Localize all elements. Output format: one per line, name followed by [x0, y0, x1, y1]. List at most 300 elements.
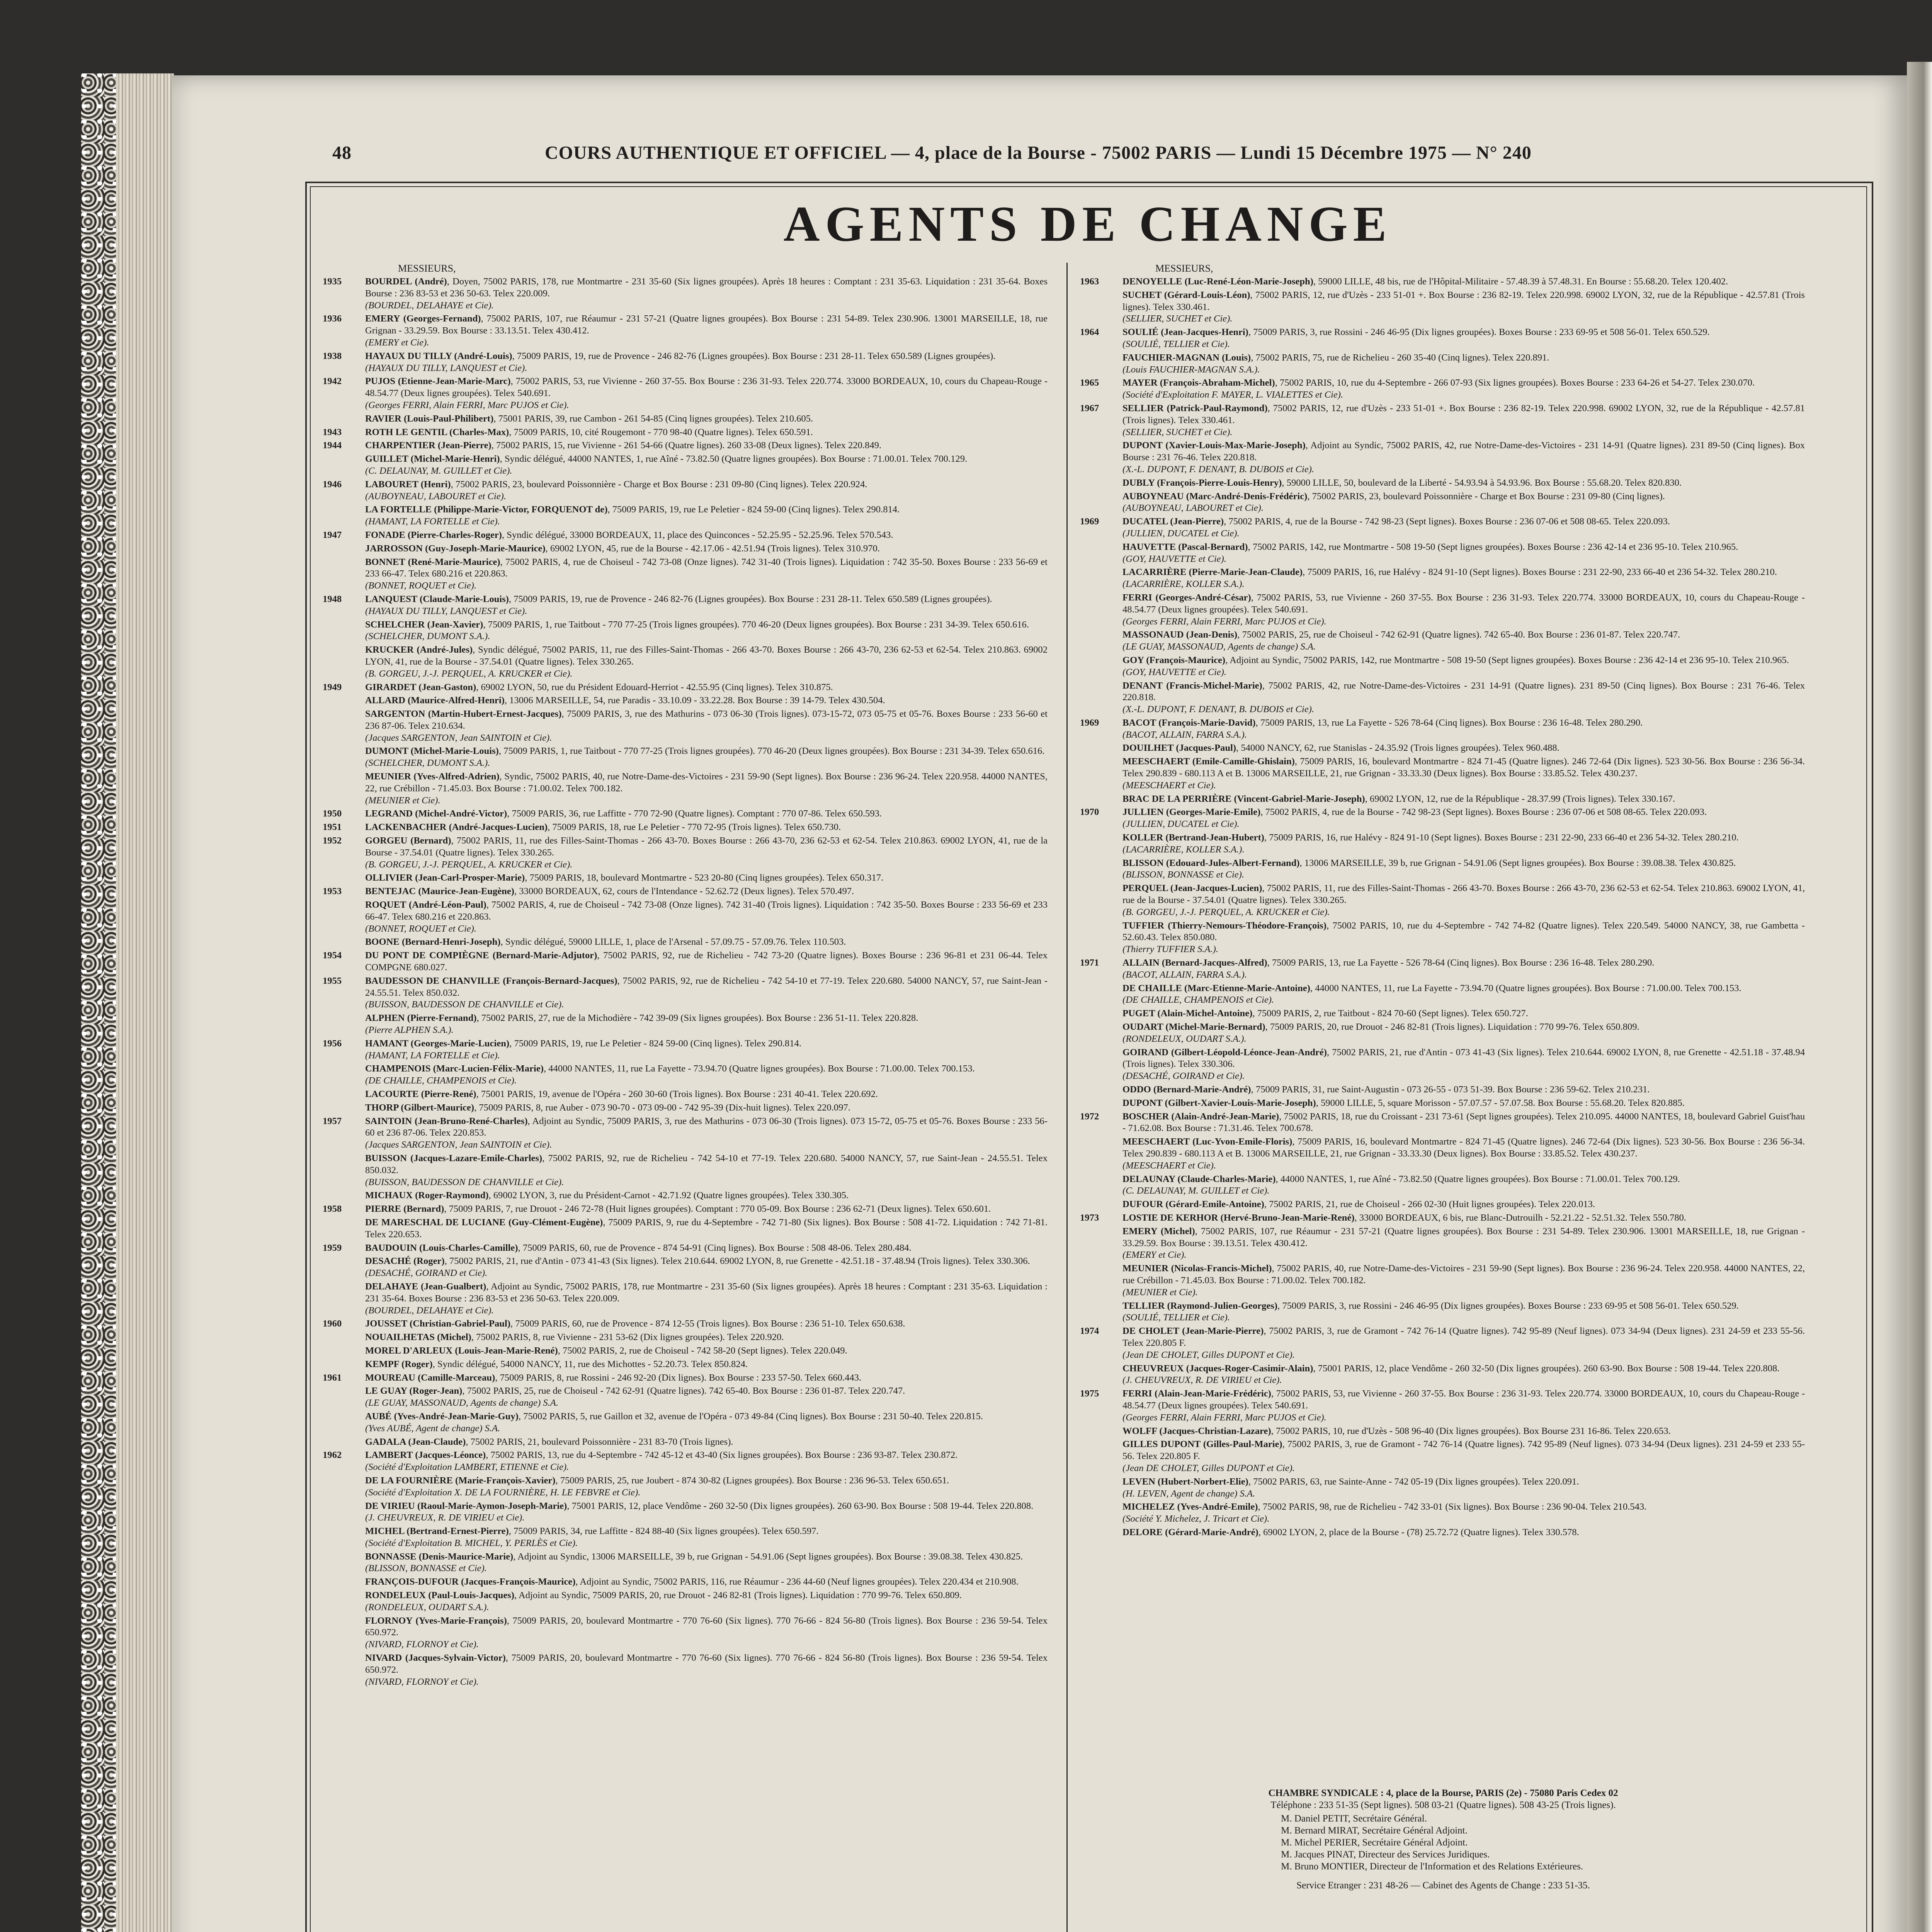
- agent-details: 75002 PARIS, 107, rue Réaumur - 231 57-21 (Quatre lignes groupées). Box Bourse : 231 54-89. Telex 230.906. 13001 MARSEILLE, 18, rue Grignan - 33.29.59. Box Bourse : 39.13.51. Telex 430.412.: [1122, 1226, 1805, 1248]
- directory-entry: 1973 LOSTIE DE KERHOR (Hervé-Bruno-Jean-Marie-René), 33000 BORDEAUX, 6 bis, rue Blanc-Dutrouilh - 52.21.22 - 52.51.32. Telex 550.780.: [1080, 1212, 1806, 1224]
- staff-member: M. Michel PERIER, Secrétaire Général Adjoint.: [1281, 1837, 1468, 1848]
- directory-entry: ALPHEN (Pierre-Fernand), 75002 PARIS, 27, rue de la Michodière - 742 39-09 (Six lignes groupées). Box Bourse : 236 51-11. Telex 220.828. (Pierre ALPHEN S.A.).: [323, 1012, 1049, 1036]
- agent-details: 44000 NANTES, 11, rue La Fayette - 73.94.70 (Quatre lignes groupées). Box Bourse : 71.00.00. Telex 700.153.: [1315, 983, 1742, 993]
- agent-name: ROTH LE GENTIL (Charles-Max): [365, 427, 509, 437]
- entry-year: 1949: [323, 682, 342, 692]
- agent-name: DUBLY (François-Pierre-Louis-Henry): [1122, 477, 1282, 488]
- agent-details: 44000 NANTES, 1, rue Aîné - 73.82.50 (Quatre lignes groupées). Box Bourse : 71.00.01. Telex 700.129.: [1280, 1173, 1680, 1184]
- directory-entry: 1946 LABOURET (Henri), 75002 PARIS, 23, boulevard Poissonnière - Charge et Box Bourse : 231 09-80 (Cinq lignes). Telex 220.924. (AUBOYNEAU, LABOURET et Cie).: [323, 479, 1049, 503]
- agent-name: NIVARD (Jacques-Sylvain-Victor): [365, 1653, 506, 1663]
- directory-entry: FRANÇOIS-DUFOUR (Jacques-François-Maurice), Adjoint au Syndic, 75002 PARIS, 116, rue Réaumur - 236 44-60 (Neuf lignes groupées). Telex 220.434 et 210.908.: [365, 1577, 1019, 1587]
- left-column: [323, 263, 1049, 1932]
- agent-details: 75002 PARIS, 98, rue de Richelieu - 742 33-01 (Six lignes). Box Bourse : 236 90-04. Telex 210.543.: [1262, 1502, 1647, 1512]
- firm-name: (BLISSON, BONNASSE et Cie).: [1122, 869, 1244, 880]
- firm-name: (Georges FERRI, Alain FERRI, Marc PUJOS et Cie).: [1122, 616, 1327, 627]
- directory-entry: 1953 BENTEJAC (Maurice-Jean-Eugène), 33000 BORDEAUX, 62, cours de l'Intendance - 52.62.72 (Deux lignes). Telex 570.497.: [323, 886, 1049, 898]
- entry-year: 1959: [323, 1242, 342, 1253]
- agent-details: 75009 PARIS, 3, rue Rossini - 246 46-95 (Dix lignes groupées). Boxes Bourse : 233 69-95 et 508 56-01. Telex 650.529.: [1253, 327, 1710, 338]
- firm-name: (Yves AUBÉ, Agent de change) S.A.: [365, 1423, 500, 1434]
- agent-name: GORGEU (Bernard): [365, 835, 451, 846]
- directory-entry: BONNET (René-Marie-Maurice), 75002 PARIS, 4, rue de Choiseul - 742 73-08 (Onze lignes). 742 31-40 (Trois lignes). Liquidation : 742 35-50. Boxes Bourse : 233 56-69 et 233 66-47. Telex 680.216 et 220.863. (BONNET, ROQUET et Cie).: [323, 556, 1049, 592]
- agent-details: 75009 PARIS, 19, rue de Provence - 246 82-76 (Lignes groupées). Box Bourse : 231 28-11. Telex 650.589 (Lignes groupées).: [514, 594, 992, 604]
- directory-entry: TELLIER (Raymond-Julien-Georges), 75009 PARIS, 3, rue Rossini - 246 46-95 (Dix lignes groupées). Boxes Bourse : 233 69-95 et 508 56-01. Telex 650.529. (SOULIÉ, TELLIER et Cie).: [1080, 1300, 1806, 1324]
- agent-name: MEUNIER (Nicolas-Francis-Michel): [1122, 1263, 1272, 1274]
- directory-entry: MOREL D'ARLEUX (Louis-Jean-Marie-René), 75002 PARIS, 2, rue de Choiseul - 742 58-20 (Sept lignes). Telex 220.049.: [365, 1345, 847, 1356]
- firm-name: (RONDELEUX, OUDART S.A.).: [1122, 1033, 1247, 1044]
- agent-details: 75002 PARIS, 12, rue d'Uzès - 233 51-01 +. Box Bourse : 236 82-19. Telex 220.998. 69002 LYON, 32, rue de la République - 42.57.81 (Trois lignes). Telex 330.461.: [1122, 289, 1805, 312]
- agent-details: 75002 PARIS, 12, rue d'Uzès - 233 51-01 +. Box Bourse : 236 82-19. Telex 220.998. 69002 LYON, 32, rue de la République - 42.57.81 (Trois lignes). Telex 330.461.: [1122, 403, 1805, 425]
- firm-name: (HAMANT, LA FORTELLE et Cie).: [365, 1050, 500, 1061]
- agent-details: 75002 PARIS, 10, rue d'Uzès - 508 96-40 (Dix lignes groupées). Box Bourse 231 16-86. Telex 220.653.: [1276, 1425, 1671, 1436]
- agent-name: FONADE (Pierre-Charles-Roger): [365, 529, 502, 540]
- entry-year: 1954: [323, 950, 342, 961]
- agent-details: 75009 PARIS, 20, boulevard Montmartre - 770 76-60 (Six lignes). 770 76-66 - 824 56-80 (Trois lignes). Box Bourse : 236 59-54. Telex 650.972.: [365, 1615, 1048, 1638]
- directory-entry: 1975 FERRI (Alain-Jean-Marie-Frédéric), 75002 PARIS, 53, rue Vivienne - 260 37-55. Box Bourse : 236 31-93. Telex 220.774. 33000 BORDEAUX, 10, cours du Chapeau-Rouge - 48.54.77 (Deux lignes groupées). Telex 540.691. (Georges FERRI, Alain FERRI, Marc PUJOS et Cie).: [1080, 1388, 1806, 1423]
- firm-name: (JULLIEN, DUCATEL et Cie).: [1122, 819, 1240, 830]
- directory-entry: BRAC DE LA PERRIÈRE (Vincent-Gabriel-Marie-Joseph), 69002 LYON, 12, rue de la République - 28.37.99 (Trois lignes). Telex 330.167.: [1122, 793, 1675, 804]
- agent-details: 75002 PARIS, 23, boulevard Poissonnière - Charge et Box Bourse : 231 09-80 (Cinq lignes).: [1312, 491, 1665, 502]
- agent-details: 75001 PARIS, 12, place Vendôme - 260 32-50 (Dix lignes groupées). 260 63-90. Box Bourse : 508 19-44. Telex 220.808.: [1318, 1363, 1780, 1374]
- firm-name: (Pierre ALPHEN S.A.).: [365, 1025, 454, 1036]
- agent-details: Syndic délégué, 75002 PARIS, 11, rue des Filles-Saint-Thomas - 266 43-70. Boxes Bourse : 266 43-70, 236 62-53 et 62-54. Telex 210.863. 69002 LYON, 41, rue de la Bourse - 37.54.01 (Quatre lignes). Telex 330.265.: [365, 645, 1048, 667]
- agent-details: 75009 PARIS, 20, rue Drouot - 246 82-81 (Trois lignes). Liquidation : 770 99-76. Telex 650.809.: [1270, 1022, 1639, 1032]
- agent-name: BAUDOUIN (Louis-Charles-Camille): [365, 1242, 518, 1253]
- agent-name: GUILLET (Michel-Marie-Henri): [365, 454, 500, 464]
- entry-year: 1943: [323, 427, 342, 437]
- directory-entry: MEESCHAERT (Luc-Yvon-Emile-Floris), 75009 PARIS, 16, boulevard Montmartre - 824 71-45 (Quatre lignes). 246 72-64 (Dix lignes). 523 30-56. Box Bourse : 236 56-34. Telex 290.839 - 680.113 A et B. 13006 MARSEILLE, 21, rue Grignan - 33.33.30 (Deux lignes). Box Bourse : 33.85.52. Telex 430.237. (MEESCHAERT et Cie).: [1080, 1136, 1806, 1172]
- directory-entry: GOIRAND (Gilbert-Léopold-Léonce-Jean-André), 75002 PARIS, 21, rue d'Antin - 073 41-43 (Six lignes). Telex 210.644. 69002 LYON, 8, rue Grenette - 42.51.18 - 37.48.94 (Trois lignes). Telex 330.306. (DESACHÉ, GOIRAND et Cie).: [1080, 1047, 1806, 1082]
- directory-entry: ALLARD (Maurice-Alfred-Henri), 13006 MARSEILLE, 54, rue Paradis - 33.10.09 - 33.22.28. Box Bourse : 39 14-79. Telex 430.504.: [365, 695, 885, 706]
- directory-entry: LE GUAY (Roger-Jean), 75002 PARIS, 25, rue de Choiseul - 742 62-91 (Quatre lignes). 742 65-40. Box Bourse : 236 01-87. Telex 220.747. (LE GUAY, MASSONAUD, Agents de change) S.A.: [323, 1385, 1049, 1409]
- agent-details: 75002 PARIS, 92, rue de Richelieu - 742 54-10 et 77-19. Telex 220.680. 54000 NANCY, 57, rue Saint-Jean - 24.55.51. Telex 850.032.: [365, 1153, 1048, 1175]
- agent-name: MEESCHAERT (Luc-Yvon-Emile-Floris): [1122, 1136, 1293, 1147]
- agent-details: 75002 PARIS, 25, rue de Choiseul - 742 62-91 (Quatre lignes). 742 65-40. Box Bourse : 236 01-87. Telex 220.747.: [1242, 629, 1680, 640]
- firm-name: (MEESCHAERT et Cie).: [1122, 1160, 1216, 1171]
- agent-name: MAYER (François-Abraham-Michel): [1122, 378, 1275, 388]
- agent-details: 75002 PARIS, 5, rue Gaillon et 32, avenue de l'Opéra - 073 49-84 (Cinq lignes). Box Bourse : 231 50-40. Telex 220.815.: [523, 1411, 983, 1422]
- directory-entry: CHEUVREUX (Jacques-Roger-Casimir-Alain), 75001 PARIS, 12, place Vendôme - 260 32-50 (Dix lignes groupées). 260 63-90. Box Bourse : 508 19-44. Telex 220.808. (J. CHEUVREUX, R. DE VIRIEU et Cie).: [1080, 1363, 1806, 1387]
- firm-name: (C. DELAUNAY, M. GUILLET et Cie).: [365, 465, 512, 476]
- page-number: 48: [332, 143, 352, 163]
- entry-year: 1970: [1080, 807, 1099, 818]
- directory-entry: BONNASSE (Denis-Maurice-Marie), Adjoint au Syndic, 13006 MARSEILLE, 39 b, rue Grignan - 54.91.06 (Sept lignes groupées). Box Bourse : 39.08.38. Telex 430.825. (BLISSON, BONNASSE et Cie).: [323, 1551, 1049, 1575]
- agent-name: CHEUVREUX (Jacques-Roger-Casimir-Alain): [1122, 1363, 1313, 1374]
- firm-name: (Jacques SARGENTON, Jean SAINTOIN et Cie).: [365, 732, 552, 743]
- directory-entry: 1961 MOUREAU (Camille-Marceau), 75009 PARIS, 8, rue Rossini - 246 92-20 (Dix lignes). Box Bourse : 233 57-50. Telex 660.443.: [323, 1372, 1049, 1384]
- agent-details: 59000 LILLE, 48 bis, rue de l'Hôpital-Militaire - 57.48.39 à 57.48.31. En Bourse : 55.68.20. Telex 120.402.: [1318, 276, 1728, 287]
- agent-name: MEESCHAERT (Emile-Camille-Ghislain): [1122, 756, 1295, 767]
- entry-year: 1961: [323, 1372, 342, 1383]
- directory-entry: 1951 LACKENBACHER (André-Jacques-Lucien), 75009 PARIS, 18, rue Le Peletier - 770 72-95 (Trois lignes). Telex 650.730.: [323, 821, 1049, 833]
- entry-year: 1944: [323, 440, 342, 451]
- agent-details: Adjoint au Syndic, 75009 PARIS, 20, rue Drouot - 246 82-81 (Trois lignes). Liquidation : 770 99-76. Telex 650.809.: [518, 1590, 962, 1601]
- staff-member: M. Bruno MONTIER, Directeur de l'Information et des Relations Extérieures.: [1281, 1861, 1583, 1872]
- agent-name: CHARPENTIER (Jean-Pierre): [365, 440, 492, 451]
- agent-details: 69002 LYON, 12, rue de la République - 28.37.99 (Trois lignes). Telex 330.167.: [1369, 793, 1675, 804]
- firm-name: (HAYAUX DU TILLY, LANQUEST et Cie).: [365, 362, 527, 373]
- agent-name: LOSTIE DE KERHOR (Hervé-Bruno-Jean-Marie-René): [1122, 1212, 1355, 1223]
- entry-year: 1972: [1080, 1111, 1099, 1122]
- agent-name: MICHELEZ (Yves-André-Emile): [1122, 1502, 1258, 1512]
- directory-entry: DESACHÉ (Roger), 75002 PARIS, 21, rue d'Antin - 073 41-43 (Six lignes). Telex 210.644. 69002 LYON, 8, rue Grenette - 42.51.18 - 37.48.94 (Trois lignes). Telex 330.306. (DESACHÉ, GOIRAND et Cie).: [323, 1255, 1049, 1279]
- agent-details: 75002 PARIS, 10, rue du 4-Septembre - 266 07-93 (Six lignes groupées). Boxes Bourse : 233 64-26 et 54-27. Telex 230.070.: [1279, 378, 1755, 388]
- directory-entry: BUISSON (Jacques-Lazare-Emile-Charles), 75002 PARIS, 92, rue de Richelieu - 742 54-10 et 77-19. Telex 220.680. 54000 NANCY, 57, rue Saint-Jean - 24.55.51. Telex 850.032. (BUISSON, BAUDESSON DE CHANVILLE et Cie).: [323, 1153, 1049, 1188]
- directory-entry: WOLFF (Jacques-Christian-Lazare), 75002 PARIS, 10, rue d'Uzès - 508 96-40 (Dix lignes groupées). Box Bourse 231 16-86. Telex 220.653.: [1122, 1425, 1671, 1436]
- directory-entry: 1964 SOULIÉ (Jean-Jacques-Henri), 75009 PARIS, 3, rue Rossini - 246 46-95 (Dix lignes groupées). Boxes Bourse : 233 69-95 et 508 56-01. Telex 650.529. (SOULIÉ, TELLIER et Cie).: [1080, 327, 1806, 350]
- agent-name: JARROSSON (Guy-Joseph-Marie-Maurice): [365, 543, 546, 554]
- directory-entry: 1970 JULLIEN (Georges-Marie-Emile), 75002 PARIS, 4, rue de la Bourse - 742 98-23 (Sept lignes). Boxes Bourse : 236 07-06 et 508 08-65. Telex 220.093. (JULLIEN, DUCATEL et Cie).: [1080, 806, 1806, 830]
- firm-name: (SOULIÉ, TELLIER et Cie).: [1122, 1312, 1230, 1323]
- agent-details: 75002 PARIS, 53, rue Vivienne - 260 37-55. Box Bourse : 236 31-93. Telex 220.774. 33000 BORDEAUX, 10, cours du Chapeau-Rouge - 48.54.77 (Deux lignes groupées). Telex 540.691.: [1122, 1388, 1805, 1411]
- agent-details: 75002 PARIS, 4, rue de Choiseul - 742 73-08 (Onze lignes). 742 31-40 (Trois lignes). Liquidation : 742 35-50. Boxes Bourse : 233 56-69 et 233 66-47. Telex 680.216 et 220.863.: [365, 900, 1048, 922]
- firm-name: (BLISSON, BONNASSE et Cie).: [365, 1563, 487, 1574]
- agent-name: GOIRAND (Gilbert-Léopold-Léonce-Jean-André): [1122, 1047, 1327, 1058]
- agent-details: Syndic, 75002 PARIS, 40, rue Notre-Dame-des-Victoires - 231 59-90 (Sept lignes). Box Bourse : 236 96-24. Telex 220.958. 44000 NANTES, 22, rue Crébillon - 71.45.03. Box Bourse : 71.00.02. Telex 700.182.: [365, 771, 1048, 794]
- firm-name: (J. CHEUVREUX, R. DE VIRIEU et Cie).: [1122, 1375, 1282, 1386]
- agent-details: 33000 BORDEAUX, 6 bis, rue Blanc-Dutrouilh - 52.21.22 - 52.51.32. Telex 550.780.: [1359, 1212, 1686, 1223]
- agent-details: Adjoint au Syndic, 13006 MARSEILLE, 39 b, rue Grignan - 54.91.06 (Sept lignes groupées). Box Bourse : 39.08.38. Telex 430.825.: [517, 1551, 1023, 1562]
- running-header: [332, 142, 1862, 169]
- firm-name: (BUISSON, BAUDESSON DE CHANVILLE et Cie).: [365, 1177, 564, 1187]
- agent-name: NOUAILHETAS (Michel): [365, 1332, 471, 1343]
- chambre-services: Service Etranger : 231 48-26 — Cabinet des Agents de Change : 233 51-35.: [1296, 1880, 1590, 1891]
- firm-name: (LE GUAY, MASSONAUD, Agents de change) S.A.: [1122, 641, 1316, 652]
- agent-details: Syndic délégué, 33000 BORDEAUX, 11, place des Quinconces - 52.25.95 - 52.25.96. Telex 570.543.: [507, 529, 893, 540]
- agent-name: AUBÉ (Yves-André-Jean-Marie-Guy): [365, 1411, 519, 1422]
- agent-name: DUPONT (Gilbert-Xavier-Louis-Marie-Joseph): [1122, 1097, 1316, 1108]
- agent-name: HAMANT (Georges-Marie-Lucien): [365, 1038, 510, 1049]
- directory-entry: HAUVETTE (Pascal-Bernard), 75002 PARIS, 142, rue Montmartre - 508 19-50 (Sept lignes groupées). Boxes Bourse : 236 42-14 et 236 95-10. Telex 210.965. (GOY, HAUVETTE et Cie).: [1080, 541, 1806, 565]
- firm-name: (JULLIEN, DUCATEL et Cie).: [1122, 528, 1240, 539]
- agent-name: SELLIER (Patrick-Paul-Raymond): [1122, 403, 1268, 413]
- agent-details: 75001 PARIS, 12, place Vendôme - 260 32-50 (Dix lignes groupées). 260 63-90. Box Bourse : 508 19-44. Telex 220.808.: [571, 1500, 1034, 1511]
- agent-details: 75002 PARIS, 21, rue de Choiseul - 266 02-30 (Huit lignes groupées). Telex 220.013.: [1269, 1199, 1595, 1210]
- agent-name: SUCHET (Gérard-Louis-Léon): [1122, 289, 1250, 300]
- agent-name: LANQUEST (Claude-Marie-Louis): [365, 594, 509, 604]
- firm-name: (B. GORGEU, J.-J. PERQUEL, A. KRUCKER et Cie).: [365, 859, 573, 870]
- agent-name: EMERY (Georges-Fernand): [365, 313, 481, 324]
- directory-entry: OLLIVIER (Jean-Carl-Prosper-Marie), 75009 PARIS, 18, boulevard Montmartre - 523 20-80 (Cinq lignes groupées). Telex 650.317.: [365, 872, 884, 883]
- agent-name: SAINTOIN (Jean-Bruno-René-Charles): [365, 1116, 528, 1126]
- agent-details: Syndic délégué, 44000 NANTES, 1, rue Aîné - 73.82.50 (Quatre lignes groupées). Box Bourse : 71.00.01. Telex 700.129.: [504, 454, 968, 464]
- agent-name: DELORE (Gérard-Marie-André): [1122, 1527, 1259, 1537]
- agent-name: PERQUEL (Jean-Jacques-Lucien): [1122, 883, 1262, 894]
- directory-entry: LA FORTELLE (Philippe-Marie-Victor, FORQUENOT de), 75009 PARIS, 19, rue Le Peletier - 824 59-00 (Cinq lignes). Telex 290.814. (HAMANT, LA FORTELLE et Cie).: [323, 504, 1049, 528]
- agent-details: 75002 PARIS, 8, rue Vivienne - 231 53-62 (Dix lignes groupées). Telex 220.920.: [476, 1332, 784, 1343]
- entry-year: 1965: [1080, 378, 1099, 388]
- agent-details: 75009 PARIS, 20, boulevard Montmartre - 770 76-60 (Six lignes). 770 76-66 - 824 56-80 (Trois lignes). Box Bourse : 236 59-54. Telex 650.972.: [365, 1653, 1048, 1675]
- agent-details: 75002 PARIS, 40, rue Notre-Dame-des-Victoires - 231 59-90 (Sept lignes). Box Bourse : 236 96-24. Telex 220.958. 44000 NANTES, 22, rue Crébillon - 71.45.03. Box Bourse : 71.00.02. Telex 700.182.: [1122, 1263, 1805, 1286]
- directory-entry: PERQUEL (Jean-Jacques-Lucien), 75002 PARIS, 11, rue des Filles-Saint-Thomas - 266 43-70. Boxes Bourse : 266 43-70, 236 62-53 et 62-54. Telex 210.863. 69002 LYON, 41, rue de la Bourse - 37.54.01 (Quatre lignes). Telex 330.265. (B. GORGEU, J.-J. PERQUEL, A. KRUCKER et Cie).: [1080, 883, 1806, 918]
- directory-entry: ODDO (Bernard-Marie-André), 75009 PARIS, 31, rue Saint-Augustin - 073 26-55 - 073 51-39. Box Bourse : 236 59-62. Telex 210.231.: [1122, 1084, 1650, 1095]
- directory-entry: MICHAUX (Roger-Raymond), 69002 LYON, 3, rue du Président-Carnot - 42.71.92 (Quatre lignes groupées). Telex 330.305.: [365, 1190, 849, 1201]
- firm-name: (EMERY et Cie).: [365, 337, 429, 348]
- firm-name: (C. DELAUNAY, M. GUILLET et Cie).: [1122, 1185, 1270, 1196]
- agent-details: 75009 PARIS, 31, rue Saint-Augustin - 073 26-55 - 073 51-39. Box Bourse : 236 59-62. Telex 210.231.: [1255, 1084, 1650, 1095]
- firm-name: (B. GORGEU, J.-J. PERQUEL, A. KRUCKER et Cie).: [1122, 906, 1330, 917]
- agent-details: 75009 PARIS, 16, boulevard Montmartre - 824 71-45 (Quatre lignes). 246 72-64 (Dix lignes). 523 30-56. Box Bourse : 236 56-34. Telex 290.839 - 680.113 A et B. 13006 MARSEILLE, 21, rue Grignan - 33.33.30 (Deux lignes). Box Bourse : 33.85.52. Telex 430.237.: [1122, 1136, 1805, 1159]
- agent-name: SOULIÉ (Jean-Jacques-Henri): [1122, 327, 1248, 338]
- directory-entry: 1969 DUCATEL (Jean-Pierre), 75002 PARIS, 4, rue de la Bourse - 742 98-23 (Sept lignes). Boxes Bourse : 236 07-06 et 508 08-65. Telex 220.093. (JULLIEN, DUCATEL et Cie).: [1080, 516, 1806, 540]
- agent-name: FLORNOY (Yves-Marie-François): [365, 1615, 507, 1626]
- firm-name: (BACOT, ALLAIN, FARRA S.A.).: [1122, 969, 1247, 980]
- directory-entry: DELAUNAY (Claude-Charles-Marie), 44000 NANTES, 1, rue Aîné - 73.82.50 (Quatre lignes groupées). Box Bourse : 71.00.01. Telex 700.129. (C. DELAUNAY, M. GUILLET et Cie).: [1080, 1173, 1806, 1197]
- directory-entry: DE CHAILLE (Marc-Etienne-Marie-Antoine), 44000 NANTES, 11, rue La Fayette - 73.94.70 (Quatre lignes groupées). Box Bourse : 71.00.00. Telex 700.153. (DE CHAILLE, CHAMPENOIS et Cie).: [1080, 983, 1806, 1007]
- agent-name: BRAC DE LA PERRIÈRE (Vincent-Gabriel-Marie-Joseph): [1122, 793, 1365, 804]
- directory-entry: SARGENTON (Martin-Hubert-Ernest-Jacques), 75009 PARIS, 3, rue des Mathurins - 073 06-30 (Trois lignes). 073-15-72, 073 05-75 et 05-76. Boxes Bourse : 233 56-60 et 236 87-06. Telex 210.634. (Jacques SARGENTON, Jean SAINTOIN et Cie).: [323, 708, 1049, 744]
- firm-name: (EMERY et Cie).: [1122, 1250, 1187, 1260]
- agent-name: DOUILHET (Jacques-Paul): [1122, 743, 1236, 753]
- entry-year: 1960: [323, 1318, 342, 1329]
- agent-details: Syndic délégué, 59000 LILLE, 1, place de l'Arsenal - 57.09.75 - 57.09.76. Telex 110.503.: [505, 937, 846, 947]
- agent-details: 75009 PARIS, 16, boulevard Montmartre - 824 71-45 (Quatre lignes). 246 72-64 (Dix lignes). 523 30-56. Box Bourse : 236 56-34. Telex 290.839 - 680.113 A et B. 13006 MARSEILLE, 21, rue Grignan - 33.33.30 (Deux lignes). Box Bourse : 33.85.52. Telex 430.237.: [1122, 756, 1805, 779]
- firm-name: (Georges FERRI, Alain FERRI, Marc PUJOS et Cie).: [1122, 1412, 1327, 1423]
- agent-name: DU PONT DE COMPIÈGNE (Bernard-Marie-Adjutor): [365, 950, 597, 961]
- directory-entry: 1957 SAINTOIN (Jean-Bruno-René-Charles), Adjoint au Syndic, 75009 PARIS, 3, rue des Mathurins - 073 06-30 (Trois lignes). 073 15-72, 05-75 et 05-76. Boxes Bourse : 233 56-60 et 236 87-06. Telex 220.853. (Jacques SARGENTON, Jean SAINTOIN et Cie).: [323, 1116, 1049, 1151]
- directory-entry: EMERY (Michel), 75002 PARIS, 107, rue Réaumur - 231 57-21 (Quatre lignes groupées). Box Bourse : 231 54-89. Telex 230.906. 13001 MARSEILLE, 18, rue Grignan - 33.29.59. Box Bourse : 39.13.51. Telex 430.412. (EMERY et Cie).: [1080, 1226, 1806, 1261]
- chambre-syndicale-block: [1080, 1787, 1806, 1891]
- directory-entry: NOUAILHETAS (Michel), 75002 PARIS, 8, rue Vivienne - 231 53-62 (Dix lignes groupées). Telex 220.920.: [365, 1332, 784, 1343]
- directory-entry: LACARRIÈRE (Pierre-Marie-Jean-Claude), 75009 PARIS, 16, rue Halévy - 824 91-10 (Sept lignes). Boxes Bourse : 231 22-90, 233 66-40 et 236 54-32. Telex 280.210. (LACARRIÈRE, KOLLER S.A.).: [1080, 566, 1806, 590]
- agent-details: 75002 PARIS, 11, rue des Filles-Saint-Thomas - 266 43-70. Boxes Bourse : 266 43-70, 236 62-53 et 62-54. Telex 210.863. 69002 LYON, 41, rue de la Bourse - 37.54.01 (Quatre lignes). Telex 330.265.: [1122, 883, 1805, 906]
- column-divider: [1066, 263, 1068, 1932]
- firm-name: (Société d'Exploitation B. MICHEL, Y. PERLÈS et Cie).: [365, 1537, 578, 1548]
- directory-entry: GUILLET (Michel-Marie-Henri), Syndic délégué, 44000 NANTES, 1, rue Aîné - 73.82.50 (Quatre lignes groupées). Box Bourse : 71.00.01. Telex 700.129. (C. DELAUNAY, M. GUILLET et Cie).: [323, 453, 1049, 477]
- directory-entry: KEMPF (Roger), Syndic délégué, 54000 NANCY, 11, rue des Michottes - 52.20.73. Telex 850.824.: [365, 1359, 748, 1369]
- firm-name: (Société d'Exploitation X. DE LA FOURNIÈRE, H. LE FEBVRE et Cie).: [365, 1487, 641, 1498]
- firm-name: (AUBOYNEAU, LABOURET et Cie).: [365, 491, 507, 502]
- agent-details: 75009 PARIS, 9, rue du 4-Septembre - 742 71-80 (Six lignes). Box Bourse : 508 41-72. Liquidation : 742 71-81. Telex 220.653.: [365, 1217, 1048, 1240]
- chambre-heading: CHAMBRE SYNDICALE : 4, place de la Bourse, PARIS (2e) - 75080 Paris Cedex 02: [1268, 1788, 1618, 1798]
- firm-name: (NIVARD, FLORNOY et Cie).: [365, 1639, 479, 1650]
- agent-details: 59000 LILLE, 5, square Morisson - 57.07.57 - 57.07.58. Box Bourse : 55.68.20. Telex 820.885.: [1320, 1097, 1685, 1108]
- entry-year: 1958: [323, 1204, 342, 1214]
- directory-entry: TUFFIER (Thierry-Nemours-Théodore-François), 75002 PARIS, 10, rue du 4-Septembre - 742 74-82 (Quatre lignes). Telex 220.549. 54000 NANCY, 38, rue Gambetta - 52.60.43. Telex 850.080. (Thierry TUFFIER S.A.).: [1080, 920, 1806, 956]
- agent-details: 75002 PARIS, 4, rue de Choiseul - 742 73-08 (Onze lignes). 742 31-40 (Trois lignes). Liquidation : 742 35-50. Boxes Bourse : 233 56-69 et 233 66-47. Telex 680.216 et 220.863.: [365, 556, 1048, 579]
- agent-name: FRANÇOIS-DUFOUR (Jacques-François-Maurice): [365, 1577, 576, 1587]
- directory-entry: 1947 FONADE (Pierre-Charles-Roger), Syndic délégué, 33000 BORDEAUX, 11, place des Quinconces - 52.25.95 - 52.25.96. Telex 570.543.: [323, 529, 1049, 541]
- agent-name: RAVIER (Louis-Paul-Philibert): [365, 413, 494, 424]
- firm-name: (B. GORGEU, J.-J. PERQUEL, A. KRUCKER et Cie).: [365, 668, 573, 679]
- directory-entry: 1971 ALLAIN (Bernard-Jacques-Alfred), 75009 PARIS, 13, rue La Fayette - 526 78-64 (Cinq lignes). Box Bourse : 236 16-48. Telex 280.290. (BACOT, ALLAIN, FARRA S.A.).: [1080, 957, 1806, 981]
- entry-year: 1948: [323, 594, 342, 604]
- entry-year: 1975: [1080, 1388, 1099, 1399]
- agent-name: SCHELCHER (Jean-Xavier): [365, 619, 483, 630]
- directory-entry: PUGET (Alain-Michel-Antoine), 75009 PARIS, 2, rue Taitbout - 824 70-60 (Sept lignes). Telex 650.727.: [1122, 1008, 1528, 1019]
- agent-name: DE LA FOURNIÈRE (Marie-François-Xavier): [365, 1475, 556, 1486]
- directory-entry: DUPONT (Xavier-Louis-Max-Marie-Joseph), Adjoint au Syndic, 75002 PARIS, 42, rue Notre-Dame-des-Victoires - 231 14-91 (Quatre lignes). 231 89-50 (Cinq lignes). Box Bourse : 231 76-46. Telex 220.818. (X.-L. DUPONT, F. DENANT, B. DUBOIS et Cie).: [1080, 440, 1806, 475]
- agent-name: KEMPF (Roger): [365, 1359, 433, 1369]
- directory-entry: BLISSON (Edouard-Jules-Albert-Fernand), 13006 MARSEILLE, 39 b, rue Grignan - 54.91.06 (Sept lignes groupées). Box Bourse : 39.08.38. Telex 430.825. (BLISSON, BONNASSE et Cie).: [1080, 857, 1806, 881]
- firm-name: (Thierry TUFFIER S.A.).: [1122, 944, 1218, 955]
- entry-year: 1952: [323, 835, 342, 846]
- directory-entry: NIVARD (Jacques-Sylvain-Victor), 75009 PARIS, 20, boulevard Montmartre - 770 76-60 (Six lignes). 770 76-66 - 824 56-80 (Trois lignes). Box Bourse : 236 59-54. Telex 650.972. (NIVARD, FLORNOY et Cie).: [323, 1652, 1049, 1688]
- marbled-page-edge: [81, 73, 118, 1932]
- directory-entry: LACOURTE (Pierre-René), 75001 PARIS, 19, avenue de l'Opéra - 260 30-60 (Trois lignes). Box Bourse : 231 40-41. Telex 220.692.: [365, 1089, 878, 1099]
- agent-name: KOLLER (Bertrand-Jean-Hubert): [1122, 832, 1264, 843]
- agent-name: FERRI (Georges-André-César): [1122, 592, 1251, 603]
- agent-details: 75002 PARIS, 4, rue de la Bourse - 742 98-23 (Sept lignes). Boxes Bourse : 236 07-06 et 508 08-65. Telex 220.093.: [1228, 516, 1670, 527]
- entry-year: 1971: [1080, 957, 1099, 968]
- agent-details: 75009 PARIS, 19, rue Le Peletier - 824 59-00 (Cinq lignes). Telex 290.814.: [612, 504, 900, 515]
- agent-name: MICHEL (Bertrand-Ernest-Pierre): [365, 1526, 509, 1537]
- directory-entry: 1974 DE CHOLET (Jean-Marie-Pierre), 75002 PARIS, 3, rue de Gramont - 742 76-14 (Quatre lignes). 742 95-89 (Neuf lignes). 073 34-94 (Deux lignes). 231 24-59 et 233 55-56. Telex 220.805 F. (Jean DE CHOLET, Gilles DUPONT et Cie).: [1080, 1325, 1806, 1361]
- agent-details: 75009 PARIS, 13, rue La Fayette - 526 78-64 (Cinq lignes). Box Bourse : 236 16-48. Telex 280.290.: [1272, 957, 1655, 968]
- directory-entry: MEESCHAERT (Emile-Camille-Ghislain), 75009 PARIS, 16, boulevard Montmartre - 824 71-45 (Quatre lignes). 246 72-64 (Dix lignes). 523 30-56. Box Bourse : 236 56-34. Telex 290.839 - 680.113 A et B. 13006 MARSEILLE, 21, rue Grignan - 33.33.30 (Deux lignes). Box Bourse : 33.85.52. Telex 430.237. (MEESCHAERT et Cie).: [1080, 756, 1806, 791]
- agent-details: 75002 PARIS, 3, rue de Gramont - 742 76-14 (Quatre lignes). 742 95-89 (Neuf lignes). 073 34-94 (Deux lignes). 231 24-59 et 233 55-56. Telex 220.805 F.: [1122, 1326, 1805, 1348]
- directory-entry: DE LA FOURNIÈRE (Marie-François-Xavier), 75009 PARIS, 25, rue Joubert - 874 30-82 (Lignes groupées). Box Bourse : 236 96-53. Telex 650.651. (Société d'Exploitation X. DE LA FOURNIÈRE, H. LE FEBVRE et Cie).: [323, 1475, 1049, 1499]
- firm-name: (Société Y. Michelez, J. Tricart et Cie).: [1122, 1514, 1270, 1524]
- agent-name: GADALA (Jean-Claude): [365, 1436, 466, 1447]
- agent-name: DE VIRIEU (Raoul-Marie-Aymon-Joseph-Marie): [365, 1500, 567, 1511]
- agent-details: 44000 NANTES, 11, rue La Fayette - 73.94.70 (Quatre lignes groupées). Box Bourse : 71.00.00. Telex 700.153.: [548, 1063, 975, 1074]
- agent-name: OLLIVIER (Jean-Carl-Prosper-Marie): [365, 872, 525, 883]
- agent-name: OUDART (Michel-Marie-Bernard): [1122, 1022, 1265, 1032]
- firm-name: (Société d'Exploitation F. MAYER, L. VIALETTES et Cie).: [1122, 389, 1344, 400]
- directory-entry: 1956 HAMANT (Georges-Marie-Lucien), 75009 PARIS, 19, rue Le Peletier - 824 59-00 (Cinq lignes). Telex 290.814. (HAMANT, LA FORTELLE et Cie).: [323, 1038, 1049, 1062]
- firm-name: (SOULIÉ, TELLIER et Cie).: [1122, 338, 1230, 349]
- directory-entry: 1944 CHARPENTIER (Jean-Pierre), 75002 PARIS, 15, rue Vivienne - 261 54-66 (Quatre lignes). 260 33-08 (Deux lignes). Telex 220.849.: [323, 440, 1049, 452]
- agent-details: 75009 PARIS, 19, rue Le Peletier - 824 59-00 (Cinq lignes). Telex 290.814.: [514, 1038, 801, 1049]
- directory-entry: 1965 MAYER (François-Abraham-Michel), 75002 PARIS, 10, rue du 4-Septembre - 266 07-93 (Six lignes groupées). Boxes Bourse : 233 64-26 et 54-27. Telex 230.070. (Société d'Exploitation F. MAYER, L. VIALETTES et Cie).: [1080, 377, 1806, 401]
- agent-details: 75009 PARIS, 3, rue des Mathurins - 073 06-30 (Trois lignes). 073-15-72, 073 05-75 et 05-76. Boxes Bourse : 233 56-60 et 236 87-06. Telex 210.634.: [365, 709, 1048, 731]
- directory-entry: 1936 EMERY (Georges-Fernand), 75002 PARIS, 107, rue Réaumur - 231 57-21 (Quatre lignes groupées). Box Bourse : 231 54-89. Telex 230.906. 13001 MARSEILLE, 18, rue Grignan - 33.29.59. Box Bourse : 33.13.51. Telex 430.412. (EMERY et Cie).: [323, 313, 1049, 349]
- agent-name: LACARRIÈRE (Pierre-Marie-Jean-Claude): [1122, 567, 1303, 578]
- agent-details: 75002 PARIS, 18, rue du Croissant - 231 73-61 (Sept lignes groupées). Telex 210.095. 44000 NANTES, 18, boulevard Gabriel Guist'hau - 71.62.08. Box Bourse : 71.31.46. Telex 700.678.: [1122, 1111, 1805, 1134]
- entry-year: 1950: [323, 808, 342, 819]
- chambre-staff-list: [1080, 1813, 1806, 1872]
- firm-name: (X.-L. DUPONT, F. DENANT, B. DUBOIS et Cie).: [1122, 704, 1314, 715]
- entry-year: 1947: [323, 529, 342, 540]
- entry-year: 1973: [1080, 1212, 1099, 1223]
- entry-year: 1964: [1080, 327, 1099, 338]
- agent-details: 75002 PARIS, 21, rue d'Antin - 073 41-43 (Six lignes). Telex 210.644. 69002 LYON, 8, rue Grenette - 42.51.18 - 37.48.94 (Trois lignes). Telex 330.306.: [1122, 1047, 1805, 1070]
- agent-details: 75009 PARIS, 10, cité Rougemont - 770 98-40 (Quatre lignes). Telex 650.591.: [514, 427, 813, 437]
- agent-name: ALLARD (Maurice-Alfred-Henri): [365, 695, 505, 706]
- agent-details: 75002 PARIS, 63, rue Sainte-Anne - 742 05-19 (Dix lignes groupées). Telex 220.091.: [1253, 1476, 1579, 1487]
- agent-details: 75002 PARIS, 107, rue Réaumur - 231 57-21 (Quatre lignes groupées). Box Bourse : 231 54-89. Telex 230.906. 13001 MARSEILLE, 18, rue Grignan - 33.29.59. Box Bourse : 33.13.51. Telex 430.412.: [365, 313, 1048, 336]
- directory-entry: FERRI (Georges-André-César), 75002 PARIS, 53, rue Vivienne - 260 37-55. Box Bourse : 236 31-93. Telex 220.774. 33000 BORDEAUX, 10, cours du Chapeau-Rouge - 48.54.77 (Deux lignes groupées). Telex 540.691. (Georges FERRI, Alain FERRI, Marc PUJOS et Cie).: [1080, 592, 1806, 628]
- agent-details: 69002 LYON, 45, rue de la Bourse - 42.17.06 - 42.51.94 (Trois lignes). Telex 310.970.: [550, 543, 880, 554]
- firm-name: (BUISSON, BAUDESSON DE CHANVILLE et Cie).: [365, 999, 564, 1010]
- directory-entry: 1963 DENOYELLE (Luc-René-Léon-Marie-Joseph), 59000 LILLE, 48 bis, rue de l'Hôpital-Militaire - 57.48.39 à 57.48.31. En Bourse : 55.68.20. Telex 120.402.: [1080, 276, 1806, 288]
- directory-entry: GADALA (Jean-Claude), 75002 PARIS, 21, boulevard Poissonnière - 231 83-70 (Trois lignes).: [365, 1436, 733, 1447]
- entry-year: 1953: [323, 886, 342, 897]
- directory-entry: DUMONT (Michel-Marie-Louis), 75009 PARIS, 1, rue Taitbout - 770 77-25 (Trois lignes groupées). 770 46-20 (Deux lignes groupées). Box Bourse : 231 34-39. Telex 650.616. (SCHELCHER, DUMONT S.A.).: [323, 745, 1049, 769]
- directory-entry: 1959 BAUDOUIN (Louis-Charles-Camille), 75009 PARIS, 60, rue de Provence - 874 54-91 (Cinq lignes). Box Bourse : 508 48-06. Telex 280.484.: [323, 1242, 1049, 1254]
- directory-entry: BOONE (Bernard-Henri-Joseph), Syndic délégué, 59000 LILLE, 1, place de l'Arsenal - 57.09.75 - 57.09.76. Telex 110.503.: [365, 937, 846, 947]
- agent-name: SARGENTON (Martin-Hubert-Ernest-Jacques): [365, 709, 562, 719]
- entry-year: 1936: [323, 313, 342, 324]
- agent-details: 75002 PARIS, 92, rue de Richelieu - 742 73-20 (Quatre lignes). Boxes Bourse : 236 96-81 et 231 06-44. Telex COMPGNE 680.027.: [365, 950, 1048, 973]
- entry-year: 1969: [1080, 516, 1099, 527]
- agent-details: 75009 PARIS, 2, rue Taitbout - 824 70-60 (Sept lignes). Telex 650.727.: [1257, 1008, 1528, 1019]
- agent-details: 75009 PARIS, 16, rue Halévy - 824 91-10 (Sept lignes). Boxes Bourse : 231 22-90, 233 66-40 et 236 54-32. Telex 280.210.: [1269, 832, 1739, 843]
- entry-year: 1938: [323, 350, 342, 361]
- agent-details: 75009 PARIS, 8, rue Rossini - 246 92-20 (Dix lignes). Box Bourse : 233 57-50. Telex 660.443.: [500, 1372, 862, 1383]
- agent-details: 75009 PARIS, 60, rue de Provence - 874 54-91 (Cinq lignes). Box Bourse : 508 48-06. Telex 280.484.: [522, 1242, 912, 1253]
- firm-name: (NIVARD, FLORNOY et Cie).: [365, 1676, 479, 1687]
- directory-entry: 1935 BOURDEL (André), Doyen, 75002 PARIS, 178, rue Montmartre - 231 35-60 (Six lignes groupées). Après 18 heures : Comptant : 231 35-63. Liquidation : 231 35-64. Boxes Bourse : 236 83-53 et 236 50-63. Telex 220.009. (BOURDEL, DELAHAYE et Cie).: [323, 276, 1049, 311]
- firm-name: (DE CHAILLE, CHAMPENOIS et Cie).: [365, 1075, 517, 1086]
- directory-entry: 1972 BOSCHER (Alain-André-Jean-Marie), 75002 PARIS, 18, rue du Croissant - 231 73-61 (Sept lignes groupées). Telex 210.095. 44000 NANTES, 18, boulevard Gabriel Guist'hau - 71.62.08. Box Bourse : 71.31.46. Telex 700.678.: [1080, 1111, 1805, 1134]
- agent-name: MICHAUX (Roger-Raymond): [365, 1190, 489, 1201]
- staff-member: M. Jacques PINAT, Directeur des Services Juridiques.: [1281, 1849, 1490, 1860]
- agent-name: HAUVETTE (Pascal-Bernard): [1122, 541, 1248, 552]
- directory-entry: AUBÉ (Yves-André-Jean-Marie-Guy), 75002 PARIS, 5, rue Gaillon et 32, avenue de l'Opéra - 073 49-84 (Cinq lignes). Box Bourse : 231 50-40. Telex 220.815. (Yves AUBÉ, Agent de change) S.A.: [323, 1411, 1049, 1435]
- entry-year: 1969: [1080, 717, 1099, 728]
- directory-entry: DELORE (Gérard-Marie-André), 69002 LYON, 2, place de la Bourse - (78) 25.72.72 (Quatre lignes). Telex 330.578.: [1122, 1527, 1579, 1537]
- agent-name: DESACHÉ (Roger): [365, 1256, 445, 1267]
- agent-name: HAYAUX DU TILLY (André-Louis): [365, 350, 512, 361]
- firm-name: (BOURDEL, DELAHAYE et Cie).: [365, 300, 494, 311]
- agent-details: Adjoint au Syndic, 75002 PARIS, 142, rue Montmartre - 508 19-50 (Sept lignes groupées). Boxes Bourse : 236 42-14 et 236 95-10. Telex 210.965.: [1230, 655, 1789, 665]
- agent-name: BONNET (René-Marie-Maurice): [365, 556, 500, 567]
- entry-year: 1957: [323, 1116, 342, 1126]
- agent-name: BACOT (François-Marie-David): [1122, 717, 1256, 728]
- firm-name: (MEUNIER et Cie).: [365, 795, 440, 806]
- agent-name: BONNASSE (Denis-Maurice-Marie): [365, 1551, 514, 1562]
- directory-entry: 1942 PUJOS (Etienne-Jean-Marie-Marc), 75002 PARIS, 53, rue Vivienne - 260 37-55. Box Bourse : 236 31-93. Telex 220.774. 33000 BORDEAUX, 10, cours du Chapeau-Rouge - 48.54.77 (Deux lignes groupées). Telex 540.691. (Georges FERRI, Alain FERRI, Marc PUJOS et Cie).: [323, 376, 1049, 411]
- agent-name: KRUCKER (André-Jules): [365, 645, 473, 655]
- entry-year: 1946: [323, 479, 342, 490]
- firm-name: (LACARRIÈRE, KOLLER S.A.).: [1122, 844, 1245, 855]
- agent-name: TUFFIER (Thierry-Nemours-Théodore-François): [1122, 920, 1327, 931]
- firm-name: (GOY, HAUVETTE et Cie).: [1122, 667, 1226, 677]
- agent-name: RONDELEUX (Paul-Louis-Jacques): [365, 1590, 515, 1601]
- directory-entry: 1943 ROTH LE GENTIL (Charles-Max), 75009 PARIS, 10, cité Rougemont - 770 98-40 (Quatre lignes). Telex 650.591.: [323, 427, 1049, 439]
- directory-entry: DELAHAYE (Jean-Gualbert), Adjoint au Syndic, 75002 PARIS, 178, rue Montmartre - 231 35-60 (Six lignes groupées). Après 18 heures : Comptant : 231 35-63. Liquidation : 231 35-64. Boxes Bourse : 236 83-53 et 236 50-63. Telex 220.009. (BOURDEL, DELAHAYE et Cie).: [323, 1281, 1049, 1316]
- agent-details: 75009 PARIS, 18, boulevard Montmartre - 523 20-80 (Cinq lignes groupées). Telex 650.317.: [529, 872, 884, 883]
- directory-entry: 1958 PIERRE (Bernard), 75009 PARIS, 7, rue Drouot - 246 72-78 (Huit lignes groupées). Comptant : 770 05-09. Box Bourse : 236 62-71 (Deux lignes). Telex 650.601.: [323, 1203, 1049, 1215]
- directory-entry: 1955 BAUDESSON DE CHANVILLE (François-Bernard-Jacques), 75002 PARIS, 92, rue de Richelieu - 742 54-10 et 77-19. Telex 220.680. 54000 NANCY, 57, rue Saint-Jean - 24.55.51. Telex 850.032. (BUISSON, BAUDESSON DE CHANVILLE et Cie).: [323, 975, 1049, 1011]
- directory-entry: THORP (Gilbert-Maurice), 75009 PARIS, 8, rue Auber - 073 90-70 - 073 09-00 - 742 95-39 (Dix-huit lignes). Telex 220.097.: [365, 1102, 850, 1113]
- directory-entry: DE VIRIEU (Raoul-Marie-Aymon-Joseph-Marie), 75001 PARIS, 12, place Vendôme - 260 32-50 (Dix lignes groupées). 260 63-90. Box Bourse : 508 19-44. Telex 220.808. (J. CHEUVREUX, R. DE VIRIEU et Cie).: [323, 1500, 1049, 1524]
- agent-details: Adjoint au Syndic, 75009 PARIS, 3, rue des Mathurins - 073 06-30 (Trois lignes). 073 15-72, 05-75 et 05-76. Boxes Bourse : 233 56-60 et 236 87-06. Telex 220.853.: [365, 1116, 1048, 1138]
- agent-details: 75002 PARIS, 53, rue Vivienne - 260 37-55. Box Bourse : 236 31-93. Telex 220.774. 33000 BORDEAUX, 10, cours du Chapeau-Rouge - 48.54.77 (Deux lignes groupées). Telex 540.691.: [1122, 592, 1805, 615]
- page-title: AGENTS DE CHANGE: [783, 196, 1392, 252]
- firm-name: (LE GUAY, MASSONAUD, Agents de change) S.A.: [365, 1398, 559, 1408]
- directory-entry: SCHELCHER (Jean-Xavier), 75009 PARIS, 1, rue Taitbout - 770 77-25 (Trois lignes groupées). 770 46-20 (Deux lignes groupées). Box Bourse : 231 34-39. Telex 650.616. (SCHELCHER, DUMONT S.A.).: [323, 619, 1049, 643]
- agent-name: AUBOYNEAU (Marc-André-Denis-Frédéric): [1122, 491, 1308, 502]
- entry-year: 1963: [1080, 276, 1099, 287]
- directory-entry: ROQUET (André-Léon-Paul), 75002 PARIS, 4, rue de Choiseul - 742 73-08 (Onze lignes). 742 31-40 (Trois lignes). Liquidation : 742 35-50. Boxes Bourse : 233 56-69 et 233 66-47. Telex 680.216 et 220.863. (BONNET, ROQUET et Cie).: [323, 899, 1049, 935]
- agent-details: 75009 PARIS, 60, rue de Provence - 874 12-55 (Trois lignes). Box Bourse : 236 51-10. Telex 650.638.: [515, 1318, 905, 1329]
- agent-details: Adjoint au Syndic, 75002 PARIS, 42, rue Notre-Dame-des-Victoires - 231 14-91 (Quatre lignes). 231 89-50 (Cinq lignes). Box Bourse : 231 76-46. Telex 220.818.: [1122, 440, 1805, 463]
- agent-name: DELAUNAY (Claude-Charles-Marie): [1122, 1173, 1276, 1184]
- agent-name: FERRI (Alain-Jean-Marie-Frédéric): [1122, 1388, 1271, 1399]
- entry-year: 1955: [323, 975, 342, 986]
- directory-entry: JARROSSON (Guy-Joseph-Marie-Maurice), 69002 LYON, 45, rue de la Bourse - 42.17.06 - 42.51.94 (Trois lignes). Telex 310.970.: [365, 543, 880, 554]
- firm-name: (H. LEVEN, Agent de change) S.A.: [1122, 1488, 1255, 1499]
- agent-details: 75002 PARIS, 10, rue du 4-Septembre - 742 74-82 (Quatre lignes). Telex 220.549. 54000 NANCY, 38, rue Gambetta - 52.60.43. Telex 850.080.: [1122, 920, 1805, 943]
- directory-entry: MICHEL (Bertrand-Ernest-Pierre), 75009 PARIS, 34, rue Laffitte - 824 88-40 (Six lignes groupées). Telex 650.597. (Société d'Exploitation B. MICHEL, Y. PERLÈS et Cie).: [323, 1526, 1049, 1549]
- agent-name: DE CHAILLE (Marc-Etienne-Marie-Antoine): [1122, 983, 1310, 993]
- agent-details: Adjoint au Syndic, 75002 PARIS, 116, rue Réaumur - 236 44-60 (Neuf lignes groupées). Telex 220.434 et 210.908.: [580, 1577, 1019, 1587]
- entry-year: 1935: [323, 276, 342, 287]
- firm-name: (AUBOYNEAU, LABOURET et Cie).: [1122, 503, 1264, 514]
- agent-name: THORP (Gilbert-Maurice): [365, 1102, 474, 1113]
- salutation: MESSIEURS,: [1155, 263, 1213, 274]
- firm-name: (J. CHEUVREUX, R. DE VIRIEU et Cie).: [365, 1512, 525, 1523]
- directory-entry: 1960 JOUSSET (Christian-Gabriel-Paul), 75009 PARIS, 60, rue de Provence - 874 12-55 (Trois lignes). Box Bourse : 236 51-10. Telex 650.638.: [323, 1318, 1049, 1330]
- agent-details: 75009 PARIS, 25, rue Joubert - 874 30-82 (Lignes groupées). Box Bourse : 236 96-53. Telex 650.651.: [560, 1475, 949, 1486]
- agent-name: DE MARESCHAL DE LUCIANE (Guy-Clément-Eugène): [365, 1217, 603, 1228]
- firm-name: (HAMANT, LA FORTELLE et Cie).: [365, 516, 500, 527]
- entry-year: 1962: [323, 1450, 342, 1461]
- agent-details: 75009 PARIS, 13, rue La Fayette - 526 78-64 (Cinq lignes). Box Bourse : 236 16-48. Telex 280.290.: [1260, 717, 1643, 728]
- directory-entry: 1952 GORGEU (Bernard), 75002 PARIS, 11, rue des Filles-Saint-Thomas - 266 43-70. Boxes Bourse : 266 43-70, 236 62-53 et 62-54. Telex 210.863. 69002 LYON, 41, rue de la Bourse - 37.54.01 (Quatre lignes). Telex 330.265. (B. GORGEU, J.-J. PERQUEL, A. KRUCKER et Cie).: [323, 835, 1049, 871]
